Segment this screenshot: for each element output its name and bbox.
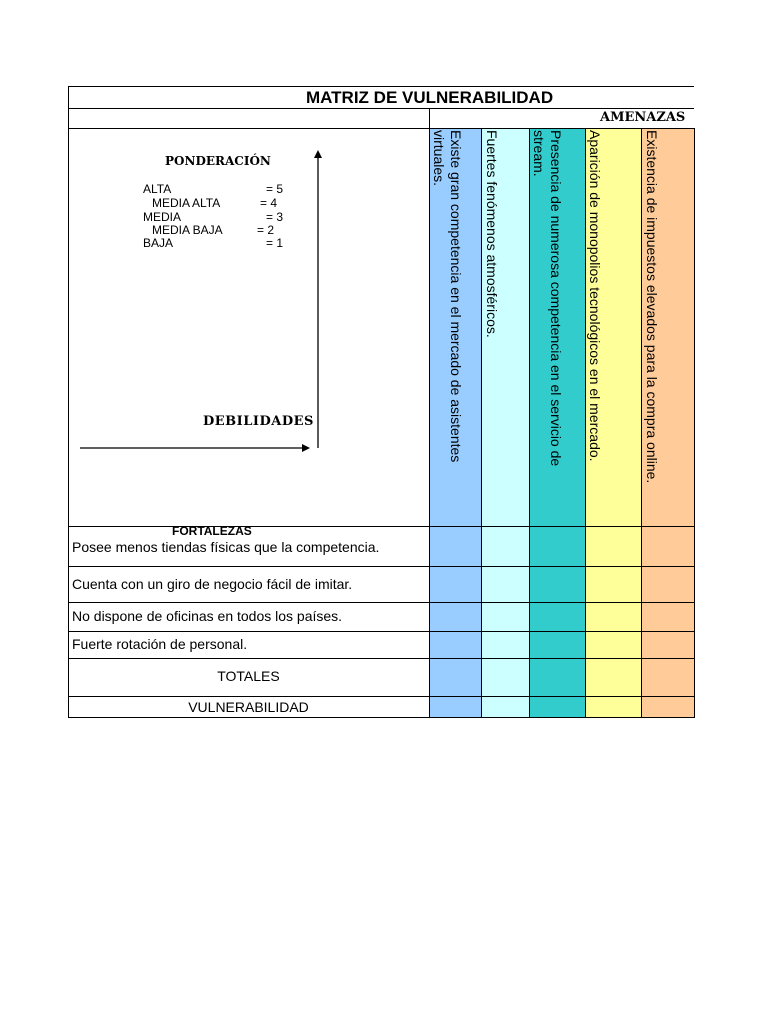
scale-value-alta: = 5 [266, 182, 284, 196]
scale-value-media-baja: = 2 [257, 223, 275, 237]
threat-header-1: Existe gran competencia en el mercado de asistentes virtuales. [431, 130, 464, 463]
scale-name-media-baja: MEDIA BAJA [152, 223, 223, 237]
vulnerabilidad-label: VULNERABILIDAD [188, 699, 309, 715]
scale-value-media: = 3 [266, 210, 284, 224]
scale-name-media-alta: MEDIA ALTA [152, 196, 221, 210]
ponderacion-label: PONDERACIÓN [165, 154, 271, 168]
totales-label: TOTALES [217, 668, 280, 684]
page-title: MATRIZ DE VULNERABILIDAD [306, 88, 554, 107]
amenazas-label: AMENAZAS [600, 110, 686, 125]
scale-name-alta: ALTA [143, 182, 172, 196]
threat-header-4: Aparición de monopolios tecnológicos en el mercado. [587, 130, 603, 462]
arrow-right-icon [302, 444, 310, 452]
grid-line [641, 128, 642, 718]
grid-line [68, 108, 694, 109]
axis-arrows [68, 128, 428, 526]
threat-header-5: Existencia de impuestos elevados para la compra online. [644, 130, 660, 484]
threat-header-3: Presencia de numerosa competencia en el servicio de stream. [531, 130, 564, 467]
grid-line [68, 696, 694, 697]
strength-row-4: Fuerte rotación de personal. [72, 636, 248, 652]
grid-line [68, 526, 694, 527]
fortalezas-label: FORTALEZAS [172, 524, 252, 538]
scale-name-baja: BAJA [143, 236, 174, 250]
debilidades-label: DEBILIDADES [203, 414, 314, 429]
grid-line [68, 717, 694, 718]
grid-line [68, 631, 694, 632]
grid-line [68, 658, 694, 659]
grid-line [68, 86, 694, 87]
scale-value-media-alta: = 4 [260, 196, 278, 210]
grid-line [68, 566, 694, 567]
threat-header-2: Fuertes fenómenos atmosféricos. [484, 130, 500, 338]
grid-line [68, 602, 694, 603]
grid-line [694, 128, 695, 718]
strength-row-2: Cuenta con un giro de negocio fácil de imitar. [72, 576, 353, 592]
scale-value-baja: = 1 [266, 236, 284, 250]
scale-name-media: MEDIA [143, 210, 182, 224]
strength-row-1: Posee menos tiendas físicas que la competencia. [72, 539, 380, 555]
grid-line [481, 128, 482, 718]
arrow-up-icon [314, 150, 322, 158]
strength-row-3: No dispone de oficinas en todos los países. [72, 608, 343, 624]
